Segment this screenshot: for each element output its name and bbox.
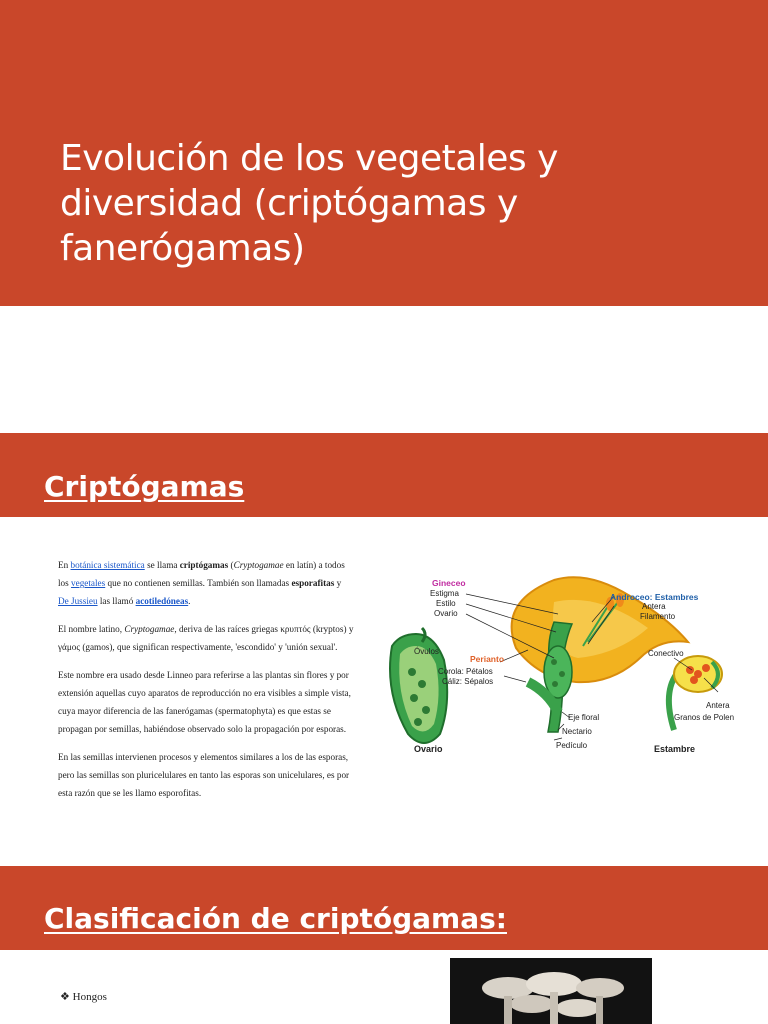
- label-androceo: Androceo: Estambres: [610, 592, 699, 602]
- label-ovulos: Óvulos: [414, 647, 439, 656]
- text-run: , deriva de las raíces griegas κρυπτός (kryptos) y γάμος (gamos), que significan respectivamente, 'escondido' y 'unión sexual'.: [58, 624, 354, 652]
- text-run: En: [58, 560, 71, 570]
- label-pediculo: Pedículo: [556, 741, 588, 750]
- bold-term-criptogamas: criptógamas: [179, 560, 229, 570]
- label-estigma: Estigma: [430, 589, 459, 598]
- label-perianto: Perianto: [470, 654, 505, 664]
- text-run: en latín) a todos los: [58, 560, 345, 588]
- label-nectario: Nectario: [562, 727, 592, 736]
- text-run: El nombre latino,: [58, 624, 125, 634]
- label-gineceo: Gineceo: [432, 578, 466, 588]
- link-de-jussieu[interactable]: De Jussieu: [58, 596, 98, 606]
- bullet-diamond-icon: ❖: [60, 991, 70, 1003]
- text-run: .: [188, 596, 191, 606]
- label-filamento: Filamento: [640, 612, 676, 621]
- text-run: y: [334, 578, 342, 588]
- paragraph-etymology: [58, 620, 354, 656]
- bold-term-esporafitas: esporafitas: [291, 578, 335, 588]
- presentation-title: Evolución de los vegetales y diversidad (criptógamas y fanerógamas): [60, 138, 558, 269]
- link-acotiledoneas[interactable]: acotiledóneas: [135, 596, 189, 606]
- criptogamas-body-text: [58, 556, 354, 812]
- text-run: que no contienen semillas. También son llamadas: [105, 578, 292, 588]
- caption-ovario: Ovario: [414, 744, 443, 754]
- text-run: se llama: [144, 560, 180, 570]
- text-run: (: [228, 560, 234, 570]
- list-item-label: Hongos: [72, 991, 107, 1003]
- paragraph-definition: [58, 556, 354, 610]
- paragraph-linneo: Este nombre era usado desde Linneo para referirse a las plantas sin flores y por extensión aquellas cuyo aparatos de reproducción no era visibles a simple vista, cuya mayor diferencia de las fanerógamas (spermatophyta) es que estas se propagan por semillas, habiéndose observado solo la propagación por esporas.: [58, 670, 351, 734]
- label-ovario: Ovario: [434, 609, 458, 618]
- label-antera: Antera: [642, 602, 666, 611]
- caption-estambre: Estambre: [654, 744, 696, 754]
- label-estilo: Estilo: [436, 599, 456, 608]
- mushrooms-photo: [450, 958, 652, 1024]
- paragraph-semillas: En las semillas intervienen procesos y elementos similares a los de las esporas, pero las semillas son pluricelulares en tanto las esporas son unicelulares, es por esta razón que se les llamo esporofitas.: [58, 752, 350, 798]
- label-antera-stamen: Antera: [706, 701, 730, 710]
- ovary-illustration: [390, 628, 447, 743]
- italic-term-cryptogamae: Cryptogamae: [124, 624, 175, 634]
- mushrooms-illustration: [450, 958, 652, 1024]
- label-granos-de-polen: Granos de Polen: [674, 713, 735, 722]
- label-eje-floral: Eje floral: [568, 713, 600, 722]
- link-botanica-sistematica[interactable]: botánica sistemática: [70, 560, 145, 570]
- list-item-hongos: [60, 990, 107, 1003]
- link-vegetales[interactable]: vegetales: [71, 578, 106, 588]
- text-run: las llamó: [97, 596, 136, 606]
- label-conectivo: Conectivo: [648, 649, 684, 658]
- label-caliz: Cáliz: Sépalos: [442, 677, 494, 686]
- flower-anatomy-diagram: [378, 562, 758, 766]
- italic-term-cryptogamae: Cryptogamae: [233, 560, 284, 570]
- label-corola: Corola: Pétalos: [438, 667, 493, 676]
- section-heading-criptogamas: Criptógamas: [44, 470, 245, 503]
- section-heading-clasificacion: Clasificación de criptógamas:: [44, 902, 507, 935]
